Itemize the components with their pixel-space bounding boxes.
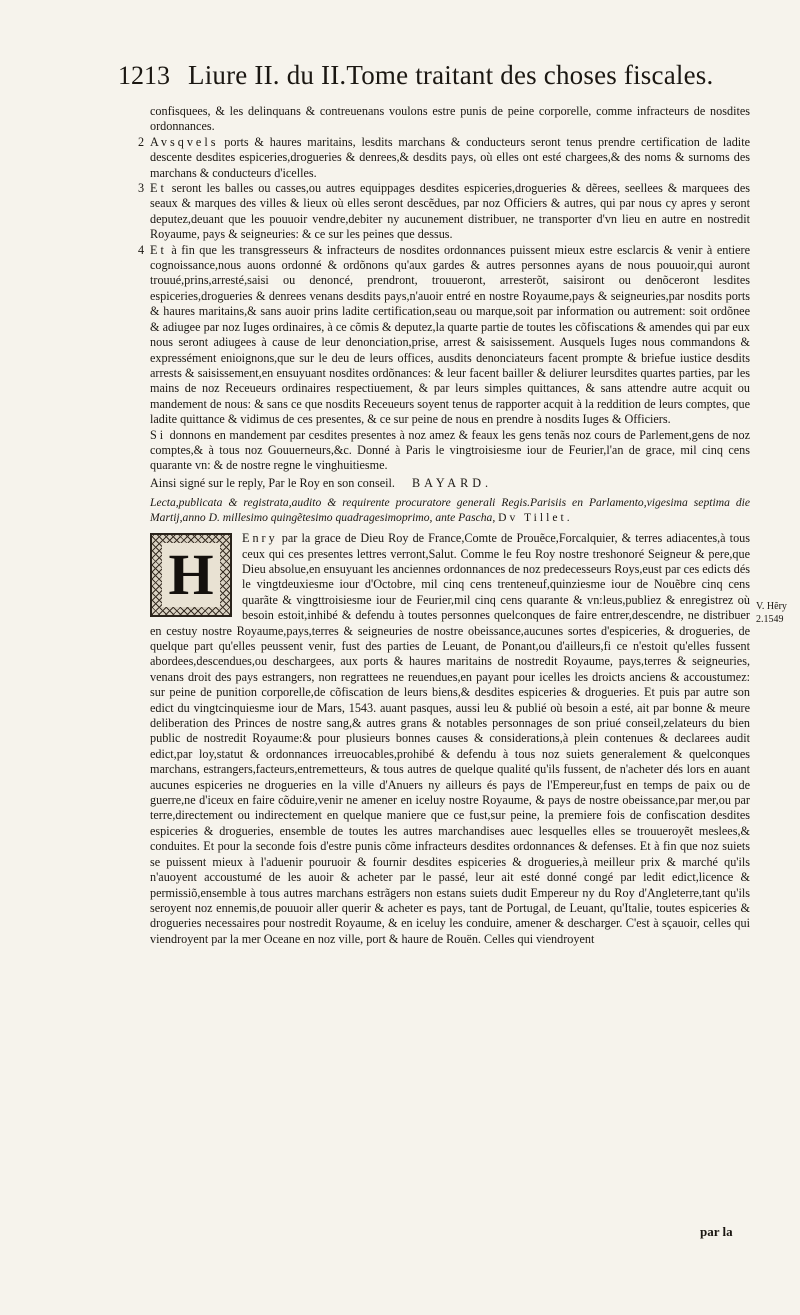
- article-number: 4: [138, 242, 145, 257]
- signature-name: BAYARD.: [412, 475, 493, 490]
- article-number: 3: [138, 181, 145, 196]
- article-lead: Avsqvels: [150, 134, 219, 149]
- article-3: [138, 181, 750, 243]
- edict-lead: Enry: [242, 531, 278, 546]
- mandate-lead: Si: [150, 427, 167, 442]
- mandate-text: donnons en mandement par cesdites presentes à noz amez & feaux les gens tenãs noz cours de Parlement,gens de noz comptes,& à tous noz Gouuerneurs,&c. Donné à Paris le vingtroisiesme iour de Feurier,l'an de grace, mil cinq cens quarante vn: & de nostre regne le vinghuitiesme.: [150, 427, 750, 473]
- running-title: Liure II. du II.Tome traitant des choses fiscales.: [188, 60, 714, 90]
- article-2: [138, 134, 750, 181]
- margin-note: V. Hẽry 2.1549: [756, 601, 787, 625]
- page-header: [118, 60, 758, 91]
- article-text: ports & haures maritains, lesdits marchans & conducteurs seront tenus prendre certification de ladite descente desdites espiceries,drogueries & denrees,& desdits pays, où elles ont esté chargees,& des noms & surnoms des marchans & conducteurs d'icelles.: [150, 134, 750, 180]
- article-lead: Et: [150, 181, 167, 196]
- registration-text: Lecta,publicata & registrata,audito & requirente procuratore generali Regis.Parisiis en Parlamento,vigesima septima die Martij,anno D. millesimo quingẽtesimo quadragesimoprimo, ante Pascha,: [150, 496, 750, 525]
- edict-text: par la grace de Dieu Roy de France,Comte de Prouẽce,Forcalquier, & terres adiacentes,à tous ceux qui ces presentes lettres verront,Salut. Comme le feu Roy nostre treshonoré Seigneur & pere,que Dieu absolue,en ensuyuant les anciennes ordonnances de noz predecesseurs Roys,eust par ces edicts dés le vingtdeuxiesme iour d'Octobre, mil cinq cens trenteneuf,quinziesme iour de Nouẽbre cinq cens quarãte & vingttroisiesme iour de Feurier,mil cinq cens quarante & vn:leus,publiez & enregistrez où besoin estoit,inhibé & defendu à toutes personnes quelconques de faire entrer,descendre, ne distribuer en cestuy nostre Royaume,pays,terres & seigneuries de nostre obeissance,aucunes sortes d'espiceries, & drogueries, de quelque part qu'elles peussent venir, fust des parties de Leuant, de Ponant,ou d'ailleurs,fi ce n'estoit qu'elles fussent abordees,descendues,ou deschargees, aux ports & haures maritains de nostredit Royaume, pays,terres & seigneuries, venans droit des pays estrangers, non regrattees ne reuendues,en payant pour icelles les droicts anciens & accoustumez: sur peine de punition corporelle,de cõfiscation de leurs biens,& desdites espiceries & drogueries. Et puis par autre son edict du vingtcinquiesme iour de Mars, 1543. auant pasques, aussi leu & publié où besoin a esté, ait par bonne & meure deliberation des Princes de nostre sang,& autres grans & notables personnages de son priué conseil,zelateurs du bien public de nostredit Royaume:& pour plusieurs bonnes causes & considerations,à plein contenues & declarees audit edict,par loy,statut & ordonnances irreuocables,prohibé & defendu à tous noz suiets generalement & quelconques marchans, estrangers,facteurs,entremetteurs, & tous autres de quelque qualité qu'ils fussent, de n'acheter dés lors en auant aucunes espiceries ne drogueries en la ville d'Anuers ny ailleurs és pays de l'Empereur,fust en temps de paix ou de guerre,ne d'iceux en faire cõduire,venir ne amener en iceluy nostre Royaume, & pays de nostre obeissance,par mer,ou par terre,directement ou indirectement en quelque maniere que ce fust,sur peine, la premiere fois de confiscation desdites espiceries & drogueries, ensemble de toutes les autres marchandises auec lesquelles elles se trouueroyẽt meslees,& conduites. Et pour la seconde fois d'estre punis cõme infracteurs desdites ordonnances & defenses. Et à fin que noz suiets se puissent mieux à l'aduenir pouruoir & fournir desdites espiceries & drogueries,à meilleur prix & marché qu'ils n'auoyent accoustumé de les auoir & acheter par le passé, leur ait esté donné congé par ledit edict,licence & permissiõ,ensemble à tous autres marchans estrãgers non estans suiets dudit Empereur ny du Roy d'Angleterre,tant qu'ils seroyent noz ennemis,de pouuoir aller querir & acheter es pays, tant de Portugal, de Leuant, qu'Italie, toutes espiceries & drogueries necessaires pour nostredit Royaume, & en iceluy les conduire, amener & descharger. C'est à sçauoir, celles qui viendroyent par la mer Oceane en noz ville, port & haure de Rouën. Celles qui viendroyent: [150, 531, 750, 946]
- article-lead: Et: [150, 242, 167, 257]
- catchword: par la: [700, 1224, 733, 1239]
- edict-paragraph: [150, 531, 750, 947]
- registration-signature: Dv Tillet.: [498, 511, 573, 525]
- page-body: [138, 104, 750, 947]
- article-number: 2: [138, 134, 145, 149]
- initial-letter: H: [162, 543, 219, 607]
- article-text: à fin que les transgresseurs & infracteurs de nosdites ordonnances puissent mieux estre esclarcis & venir à entiere cognoissance,nous auons ordonné & ordõnons qu'aux gardes & autres personnes ayans de nous pouuoir,qui auront trouué,prins,arresté,saisi ou denoncé, prendront, trouueront, arresterõt, saisiront ou denõceront lesdites espiceries,drogueries & denrees venans desdits pays,n'auoir entré en nostre Royaume,pays & seigneuries,par nosdits ports & haures maritains,& sans auoir prins ladite certification,seau ou marque,soit par information ou autrement: soit ordõnee & adiugee par noz Iuges ordinaires, à ce cõmis & deputez,la quarte partie de toutes les cõfiscations & amendes qui par eux nous seront adiugees à cause de leur denonciation,prise, arrest & saisissement. Ausquels Iuges nous commandons & expressément enioignons,que sur le deu de leurs offices, ausdits denonciateurs facent prompte & briefue iustice desdits arrests & saisissement,en ensuyuant nosdites ordõnances: & leur facent bailler & deliurer leursdites quartes parties, par les mains de noz Receueurs ordinaires respectiuement, & par leurs simples quittances, & sans attendre autre acquit ou mandement de nous: & sans ce que nosdits Receueurs soyent tenus de rapporter acquit à la reddition de leurs comptes, que ladite quittance & vidimus de ces presentes, & ce sur peine de nous en prendre à nosdits Iuges & Officiers.: [150, 242, 750, 427]
- folio-number: 1213: [118, 61, 170, 90]
- article-4: [138, 242, 750, 428]
- decorated-initial: [150, 533, 232, 617]
- signature-line: [150, 476, 750, 491]
- paragraph-text: confisquees, & les delinquans & contreuenans voulons estre punis de peine corporelle, comme infracteurs de nosdites ordonnances.: [150, 104, 750, 134]
- signature-note: Ainsi signé sur le reply,: [150, 475, 266, 490]
- article-text: seront les balles ou casses,ou autres equippages desdites espiceries,drogueries & dẽrees, seellees & marquees des seaux & marques des villes & lieux où elles seront descẽdues, par noz Officiers & autres, qui par nous cy apres y seront deputez,deuant que les pouuoir vendre,debiter ny aucunement distribuer, ne transporter d'vn lieu en autre en nostredit Royaume, pays & seigneuries: & ce sur les peines que dessus.: [150, 181, 750, 242]
- signature-council: Par le Roy en son conseil.: [268, 475, 395, 490]
- paragraph-continuation: [150, 104, 750, 135]
- mandate-paragraph: [150, 428, 750, 474]
- registration-note: [150, 495, 750, 525]
